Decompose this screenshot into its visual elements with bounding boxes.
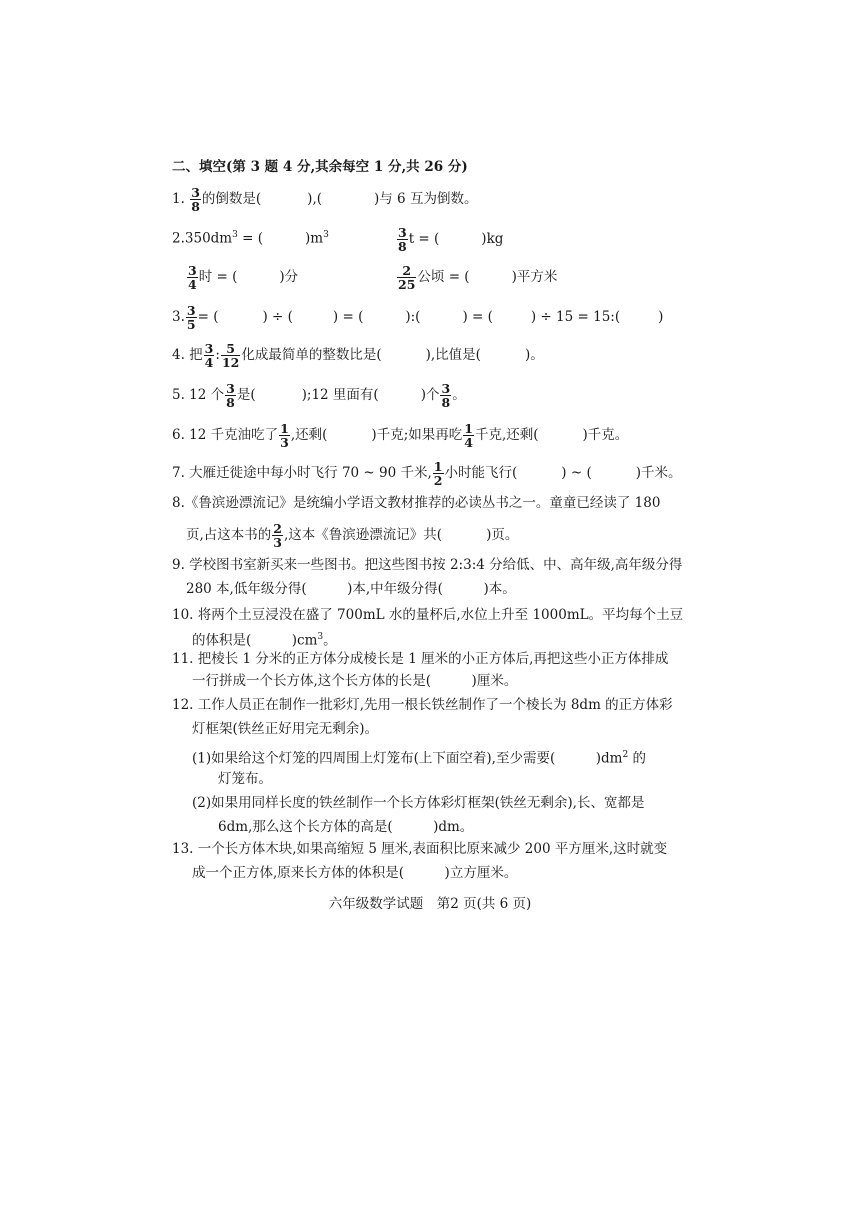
- question-12-line-2: 灯框架(铁丝正好用完无剩余)。: [192, 721, 379, 737]
- fraction-3-4: $\frac{3}{4}$: [204, 341, 214, 370]
- page-footer: 六年级数学试题 第2 页(共 6 页): [328, 896, 532, 912]
- fraction-3-8: $\frac{3}{8}$: [226, 381, 235, 410]
- question-9-line-1: 9. 学校图书室新买来一些图书。把这些图书按 2:3:4 分给低、中、高年级,高年级分得: [172, 557, 683, 573]
- fraction-3-8: $\frac{3}{8}$: [398, 225, 407, 254]
- fraction-3-4: $\frac{3}{4}$: [188, 263, 197, 292]
- fraction-3-8: $\frac{3}{8}$: [191, 185, 200, 214]
- question-10-line-1: 10. 将两个土豆浸没在盛了 700mL 水的量杯后,水位上升至 1000mL。平均每个土豆: [172, 607, 684, 623]
- fraction-3-5: $\frac{3}{5}$: [186, 303, 196, 332]
- question-11-line-1: 11. 把棱长 1 分米的正方体分成棱长是 1 厘米的小正方体后,再把这些小正方体排成: [172, 651, 669, 667]
- question-12-sub-1: (1)如果给这个灯笼的四周围上灯笼布(上下面空着),至少需要( )$dm^2$ 的: [192, 750, 646, 767]
- question-8-line-1: 8.《鲁滨逊漂流记》是统编小学语文教材推荐的必读丛书之一。童童已经读了 180: [172, 495, 661, 511]
- section-title: 二、填空(第 3 题 4 分,其余每空 1 分,共 26 分): [172, 159, 468, 175]
- fraction-2-25: $\frac{2}{25}$: [398, 263, 416, 292]
- question-2-d: $\frac{2}{25}$ 公顷 = ( )平方米: [398, 263, 558, 292]
- question-12-sub-1-cont: 灯笼布。: [218, 771, 272, 787]
- question-10-line-2: 的体积是( )$cm^3$。: [192, 632, 337, 649]
- question-12-sub-2-cont: 6dm,那么这个长方体的高是( )dm。: [218, 819, 474, 835]
- fraction-1-4: $\frac{1}{4}$: [464, 421, 473, 450]
- question-9-line-2: 280 本,低年级分得( )本,中年级分得( )本。: [186, 581, 516, 597]
- question-12-sub-2: (2)如果用同样长度的铁丝制作一个长方体彩灯框架(铁丝无剩余),长、宽都是: [192, 795, 645, 811]
- question-6: 6. 12 千克油吃了 $\frac{1}{3}$ ,还剩( )千克;如果再吃 $\frac{1}{4}$ 千克,还剩( )千克。: [172, 421, 629, 450]
- question-5: 5. 12 个 $\frac{3}{8}$ 是( );12 里面有( )个 $\frac{3}{8}$ 。: [172, 381, 466, 410]
- question-4: 4. 把 $\frac{3}{4}$ : $\frac{5}{12}$ 化成最简单的整数比是( ),比值是( )。: [172, 341, 544, 370]
- question-11-line-2: 一行拼成一个长方体,这个长方体的长是( )厘米。: [192, 673, 518, 689]
- question-13-line-1: 13. 一个长方体木块,如果高缩短 5 厘米,表面积比原来减少 200 平方厘米,这时就变: [172, 841, 668, 857]
- question-2-a: $2.350dm^3$ = ( )$m^3$: [172, 230, 329, 247]
- question-1: 1. $\frac{3}{8}$ 的倒数是( ),( )与 6 互为倒数。: [172, 185, 478, 214]
- question-2-c: $\frac{3}{4}$ 时 = ( )分: [188, 263, 299, 292]
- fraction-1-3: $\frac{1}{3}$: [280, 421, 289, 450]
- fraction-1-2: $\frac{1}{2}$: [433, 459, 443, 488]
- question-2-b: $\frac{3}{8}$ t = ( )kg: [398, 225, 504, 254]
- question-3: 3. $\frac{3}{5}$ = ( ) ÷ ( ) = ( ):( ) = ( ) ÷ 15 = 15:( ): [172, 303, 664, 332]
- question-12-line-1: 12. 工作人员正在制作一批彩灯,先用一根长铁丝制作了一个棱长为 8dm 的正方体彩: [172, 697, 673, 713]
- question-13-line-2: 成一个正方体,原来长方体的体积是( )立方厘米。: [192, 865, 518, 881]
- question-7: 7. 大雁迁徙途中每小时飞行 70 ~ 90 千米, $\frac{1}{2}$ 小时能飞行( ) ~ ( )千米。: [172, 459, 682, 488]
- fraction-3-8: $\frac{3}{8}$: [441, 381, 451, 410]
- question-8-line-2: 页,占这本书的 $\frac{2}{3}$ ,这本《鲁滨逊漂流记》共( )页。: [186, 521, 519, 550]
- fraction-5-12: $\frac{5}{12}$: [221, 341, 240, 370]
- fraction-2-3: $\frac{2}{3}$: [273, 521, 282, 550]
